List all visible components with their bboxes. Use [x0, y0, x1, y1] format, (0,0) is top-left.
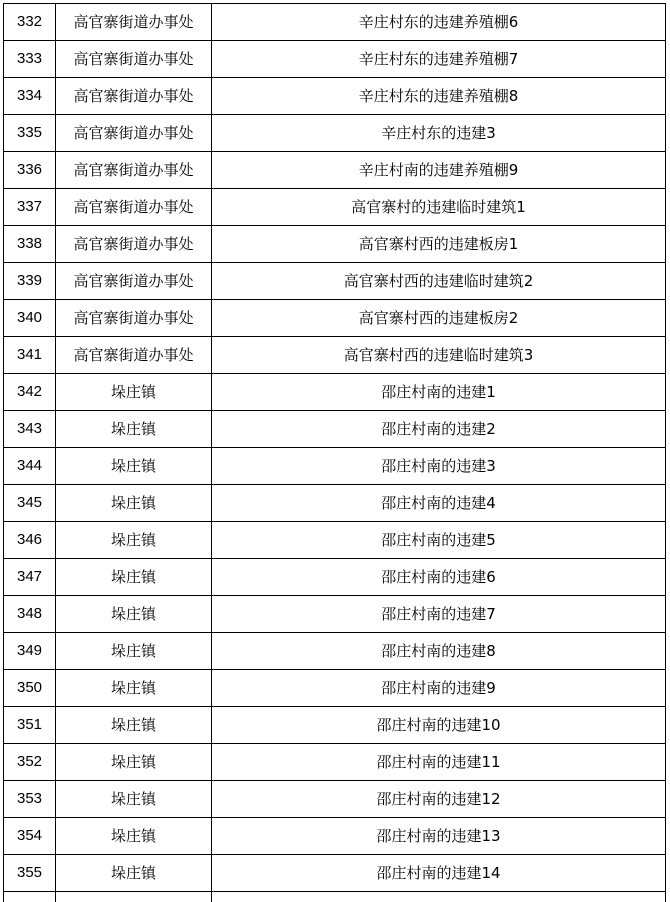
unit-name-cell: 垛庄镇 — [56, 596, 212, 633]
table-row — [4, 559, 666, 596]
violation-description-cell: 邵庄村南的违建10 — [212, 707, 666, 744]
table-row — [4, 41, 666, 78]
row-number-cell: 350 — [4, 670, 56, 707]
unit-name-cell: 垛庄镇 — [56, 855, 212, 892]
unit-name-cell: 高官寨街道办事处 — [56, 78, 212, 115]
row-number-cell: 343 — [4, 411, 56, 448]
violation-description-cell: 邵庄村南的违建3 — [212, 448, 666, 485]
violation-description-cell: 高官寨村西的违建板房1 — [212, 226, 666, 263]
unit-name-cell: 垛庄镇 — [56, 818, 212, 855]
row-number-cell: 337 — [4, 189, 56, 226]
violation-description-cell: 高官寨村的违建临时建筑1 — [212, 189, 666, 226]
unit-name-cell: 垛庄镇 — [56, 448, 212, 485]
table-row — [4, 115, 666, 152]
table-row — [4, 152, 666, 189]
row-number-cell: 349 — [4, 633, 56, 670]
violation-description-cell: 邵庄村南的违建1 — [212, 374, 666, 411]
row-number-cell: 339 — [4, 263, 56, 300]
violation-description-cell: 邵庄村南的违建2 — [212, 411, 666, 448]
unit-name-cell: 垛庄镇 — [56, 670, 212, 707]
row-number-cell: 338 — [4, 226, 56, 263]
table-row — [4, 448, 666, 485]
row-number-cell: 341 — [4, 337, 56, 374]
unit-name-cell: 垛庄镇 — [56, 707, 212, 744]
table-row — [4, 189, 666, 226]
table-row — [4, 633, 666, 670]
violation-description-cell: 辛庄村东的违建养殖棚6 — [212, 4, 666, 41]
violation-description-cell: 邵庄村南的违建8 — [212, 633, 666, 670]
table-row — [4, 522, 666, 559]
violation-description-cell: 辛庄村南的违建养殖棚9 — [212, 152, 666, 189]
unit-name-cell: 高官寨街道办事处 — [56, 4, 212, 41]
violation-description-cell: 高官寨村西的违建临时建筑2 — [212, 263, 666, 300]
table-row — [4, 781, 666, 818]
table-row — [4, 337, 666, 374]
row-number-cell: 334 — [4, 78, 56, 115]
unit-name-cell: 高官寨街道办事处 — [56, 152, 212, 189]
table-row — [4, 300, 666, 337]
row-number-cell: 342 — [4, 374, 56, 411]
column-divider — [211, 892, 212, 902]
violation-description-cell: 邵庄村南的违建13 — [212, 818, 666, 855]
table-row — [4, 226, 666, 263]
table-row — [4, 411, 666, 448]
table-row — [4, 78, 666, 115]
unit-name-cell: 高官寨街道办事处 — [56, 189, 212, 226]
row-number-cell: 332 — [4, 4, 56, 41]
violation-description-cell: 邵庄村南的违建6 — [212, 559, 666, 596]
violation-description-cell: 邵庄村南的违建4 — [212, 485, 666, 522]
unit-name-cell: 高官寨街道办事处 — [56, 263, 212, 300]
row-number-cell: 353 — [4, 781, 56, 818]
unit-name-cell: 垛庄镇 — [56, 633, 212, 670]
column-divider — [665, 892, 666, 902]
violation-description-cell: 邵庄村南的违建11 — [212, 744, 666, 781]
row-number-cell: 351 — [4, 707, 56, 744]
column-divider — [55, 892, 56, 902]
violation-description-cell: 邵庄村南的违建5 — [212, 522, 666, 559]
unit-name-cell: 高官寨街道办事处 — [56, 115, 212, 152]
unit-name-cell: 垛庄镇 — [56, 374, 212, 411]
unit-name-cell: 高官寨街道办事处 — [56, 226, 212, 263]
unit-name-cell: 高官寨街道办事处 — [56, 337, 212, 374]
violation-description-cell: 辛庄村东的违建3 — [212, 115, 666, 152]
table-row — [4, 4, 666, 41]
table-row — [4, 707, 666, 744]
unit-name-cell: 垛庄镇 — [56, 559, 212, 596]
violation-description-cell: 邵庄村南的违建7 — [212, 596, 666, 633]
unit-name-cell: 垛庄镇 — [56, 744, 212, 781]
table-row — [4, 744, 666, 781]
row-number-cell: 344 — [4, 448, 56, 485]
row-number-cell: 345 — [4, 485, 56, 522]
violation-description-cell: 高官寨村西的违建临时建筑3 — [212, 337, 666, 374]
row-number-cell: 347 — [4, 559, 56, 596]
row-number-cell: 335 — [4, 115, 56, 152]
table-row — [4, 818, 666, 855]
row-number-cell: 352 — [4, 744, 56, 781]
row-number-cell: 354 — [4, 818, 56, 855]
row-number-cell: 348 — [4, 596, 56, 633]
unit-name-cell: 高官寨街道办事处 — [56, 41, 212, 78]
table-row — [4, 485, 666, 522]
violation-description-cell: 高官寨村西的违建板房2 — [212, 300, 666, 337]
violation-description-cell: 邵庄村南的违建14 — [212, 855, 666, 892]
unit-name-cell: 垛庄镇 — [56, 522, 212, 559]
next-row-border-fragment — [3, 892, 666, 902]
row-number-cell: 333 — [4, 41, 56, 78]
unit-name-cell: 垛庄镇 — [56, 781, 212, 818]
row-number-cell: 346 — [4, 522, 56, 559]
violation-description-cell: 辛庄村东的违建养殖棚7 — [212, 41, 666, 78]
table-row — [4, 670, 666, 707]
table-row — [4, 263, 666, 300]
table-row — [4, 855, 666, 892]
row-number-cell: 340 — [4, 300, 56, 337]
violation-description-cell: 辛庄村东的违建养殖棚8 — [212, 78, 666, 115]
violation-description-cell: 邵庄村南的违建12 — [212, 781, 666, 818]
row-number-cell: 336 — [4, 152, 56, 189]
unit-name-cell: 高官寨街道办事处 — [56, 300, 212, 337]
table-body — [4, 4, 666, 892]
document-table-container — [3, 3, 665, 892]
unit-name-cell: 垛庄镇 — [56, 411, 212, 448]
unit-name-cell: 垛庄镇 — [56, 485, 212, 522]
table-row — [4, 374, 666, 411]
violation-description-cell: 邵庄村南的违建9 — [212, 670, 666, 707]
row-number-cell: 355 — [4, 855, 56, 892]
violation-list-table — [3, 3, 666, 892]
table-row — [4, 596, 666, 633]
